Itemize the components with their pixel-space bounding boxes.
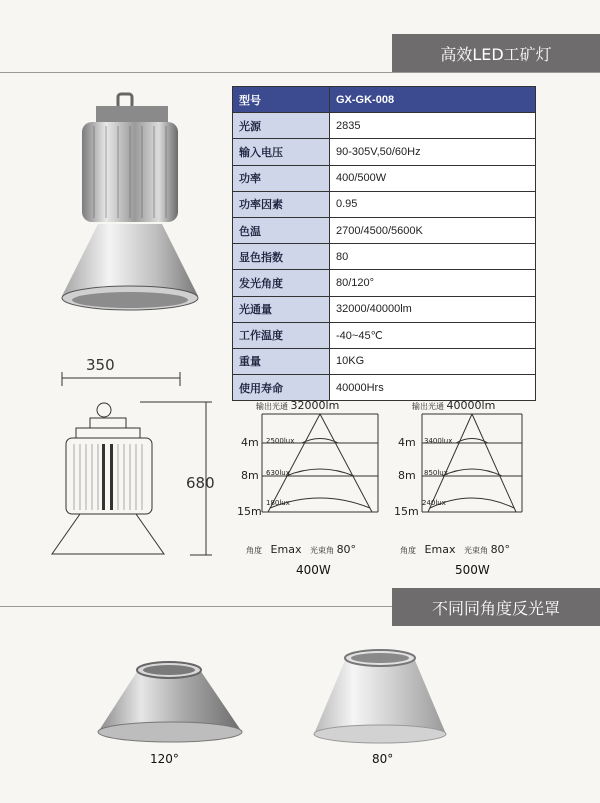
reflector-banner — [392, 588, 600, 626]
spec-row — [233, 348, 536, 374]
spec-key: 发光角度 — [233, 270, 330, 296]
spec-value: 90-305V,50/60Hz — [330, 139, 536, 165]
spec-row — [233, 113, 536, 139]
footer-emax: Emax — [424, 543, 456, 556]
spec-table — [232, 86, 536, 401]
reflector-120-photo — [94, 652, 246, 748]
divider-top — [0, 72, 600, 73]
output-value: 32000lm — [290, 399, 340, 412]
spec-value: 40000Hrs — [330, 375, 536, 401]
reflector-80-photo — [310, 642, 450, 746]
output-label: 输出光通 — [256, 402, 288, 411]
light-distribution-chart-500w — [394, 398, 554, 558]
spec-row — [233, 296, 536, 322]
spec-row — [233, 322, 536, 348]
spec-value: -40~45℃ — [330, 322, 536, 348]
height-15m: 15m — [394, 505, 419, 518]
spec-key: 型号 — [233, 87, 330, 113]
caption-400w: 400W — [296, 563, 331, 577]
spec-value: 0.95 — [330, 191, 536, 217]
spec-row — [233, 244, 536, 270]
spec-value: 80/120° — [330, 270, 536, 296]
spec-key: 显色指数 — [233, 244, 330, 270]
height-4m: 4m — [241, 436, 259, 449]
spec-key: 工作温度 — [233, 322, 330, 348]
product-title-banner — [392, 34, 600, 72]
spec-row — [233, 217, 536, 243]
lux-15m: 240lux — [422, 499, 446, 507]
high-bay-lamp-photo — [58, 92, 208, 324]
spec-row — [233, 270, 536, 296]
dimension-drawing — [40, 352, 230, 567]
spec-value: 32000/40000lm — [330, 296, 536, 322]
reflector-120-angle: 120° — [150, 752, 179, 766]
lux-15m: 180lux — [266, 499, 290, 507]
footer-angle-value: 80° — [490, 543, 511, 556]
output-label: 输出光通 — [412, 402, 444, 411]
spec-key: 色温 — [233, 217, 330, 243]
output-label-400w — [256, 399, 339, 412]
spec-value: GX-GK-008 — [330, 87, 536, 113]
spec-key: 光通量 — [233, 296, 330, 322]
footer-angle-label: 角度 — [246, 546, 262, 555]
output-value: 40000lm — [446, 399, 496, 412]
spec-key: 功率因素 — [233, 191, 330, 217]
footer-angle-value: 80° — [336, 543, 357, 556]
spec-header-row — [233, 87, 536, 113]
reflector-80-angle: 80° — [372, 752, 394, 766]
lux-4m: 3400lux — [424, 437, 453, 445]
footer-emax: Emax — [270, 543, 302, 556]
spec-key: 使用寿命 — [233, 375, 330, 401]
spec-value: 400/500W — [330, 165, 536, 191]
spec-key: 光源 — [233, 113, 330, 139]
spec-row — [233, 191, 536, 217]
height-4m: 4m — [398, 436, 416, 449]
spec-key: 功率 — [233, 165, 330, 191]
spec-value: 10KG — [330, 348, 536, 374]
spec-row — [233, 375, 536, 401]
product-title: 高效LED工矿灯 — [440, 44, 552, 64]
height-8m: 8m — [398, 469, 416, 482]
lux-8m: 850lux — [424, 469, 448, 477]
height-dimension: 680 — [186, 474, 215, 492]
spec-key: 输入电压 — [233, 139, 330, 165]
height-15m: 15m — [237, 505, 262, 518]
spec-row — [233, 139, 536, 165]
lux-8m: 630lux — [266, 469, 290, 477]
footer-beam-label: 光束角 — [464, 546, 489, 555]
height-8m: 8m — [241, 469, 259, 482]
footer-angle-label: 角度 — [400, 546, 416, 555]
output-label-500w — [412, 399, 495, 412]
chart-footer-400w — [246, 543, 356, 556]
lux-4m: 2500lux — [266, 437, 295, 445]
spec-key: 重量 — [233, 348, 330, 374]
reflector-title: 不同同角度反光罩 — [431, 598, 560, 618]
width-dimension: 350 — [86, 356, 115, 374]
chart-footer-500w — [400, 543, 510, 556]
spec-value: 2700/4500/5600K — [330, 217, 536, 243]
spec-row — [233, 165, 536, 191]
caption-500w: 500W — [455, 563, 490, 577]
spec-value: 80 — [330, 244, 536, 270]
footer-beam-label: 光束角 — [310, 546, 335, 555]
spec-value: 2835 — [330, 113, 536, 139]
